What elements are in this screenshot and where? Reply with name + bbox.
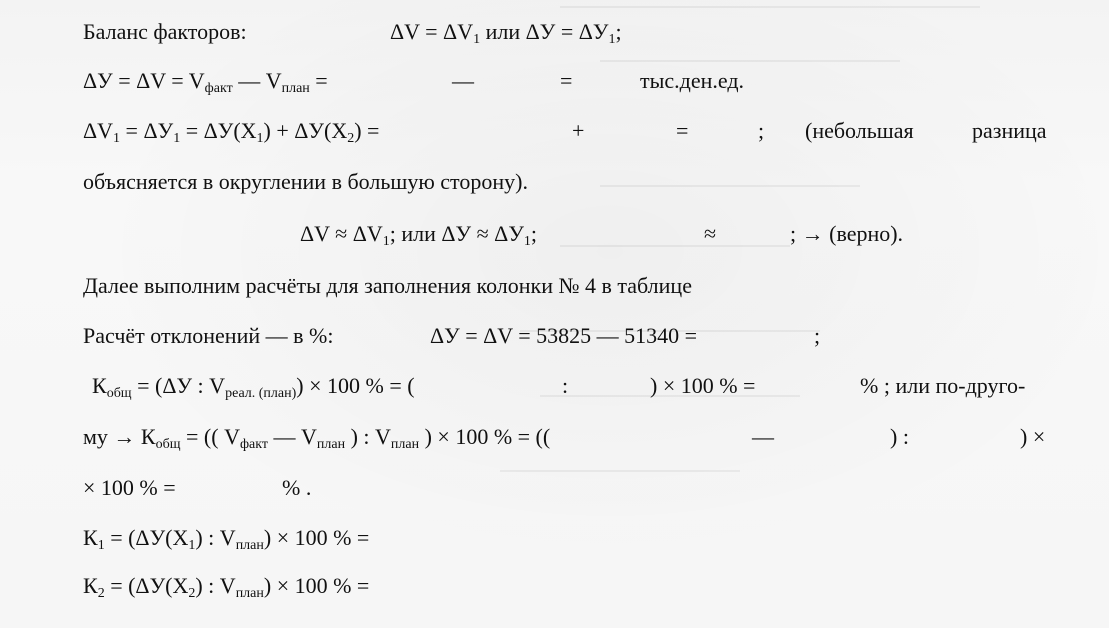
approx-sign: ≈ xyxy=(704,221,717,246)
colon-sign: : xyxy=(562,373,569,398)
factor-balance-label: Баланс факторов: xyxy=(83,19,247,44)
deviation-formula: ΔУ = ΔV = 53825 — 51340 = xyxy=(430,323,698,348)
minus-sign: — xyxy=(452,68,474,93)
equals-sign: = xyxy=(560,68,573,93)
rounding-note: объясняется в округлении в большую сторону). xyxy=(83,169,528,194)
k-total-end: % ; или по-друго- xyxy=(860,373,1026,398)
unit-label: тыс.ден.ед. xyxy=(640,68,745,93)
scan-artifact xyxy=(560,6,980,8)
plus-sign: + xyxy=(572,118,585,143)
semicolon: ; xyxy=(758,118,765,143)
delta-y-formula: ΔУ = ΔV = Vфакт — Vплан = xyxy=(83,68,328,96)
deviation-label: Расчёт отклонений — в %: xyxy=(83,323,334,348)
semicolon: ; xyxy=(814,323,821,348)
k-total-formula: Кобщ = (ΔУ : Vреал. (план)) × 100 % = ( xyxy=(92,373,415,401)
note-word: разница xyxy=(972,118,1047,143)
times-sign: ) × xyxy=(1020,424,1046,449)
k2-formula: К2 = (ΔУ(Х2) : Vплан) × 100 % = xyxy=(83,573,370,601)
approx-formula: ΔV ≈ ΔV1; или ΔУ ≈ ΔУ1; xyxy=(300,221,538,249)
k1-formula: К1 = (ΔУ(Х1) : Vплан) × 100 % = xyxy=(83,525,370,553)
correct-note: ; → (верно). xyxy=(790,221,904,246)
k-total-result-b: % . xyxy=(282,475,312,500)
colon-sign: ) : xyxy=(890,424,909,449)
scan-artifact xyxy=(560,245,790,247)
k-total-alt-formula: му → Кобщ = (( Vфакт — Vплан ) : Vплан ) × 100 % = (( xyxy=(83,424,551,452)
equals-sign: = xyxy=(676,118,689,143)
k-total-mid: ) × 100 % = xyxy=(650,373,756,398)
minus-sign: — xyxy=(752,424,774,449)
factor-balance-formula: ΔV = ΔV1 или ΔУ = ΔУ1; xyxy=(390,19,622,47)
scan-artifact xyxy=(500,470,740,472)
scan-artifact xyxy=(600,185,860,187)
next-step-text: Далее выполним расчёты для заполнения колонки № 4 в таблице xyxy=(83,273,692,298)
delta-v1-formula: ΔV1 = ΔУ1 = ΔУ(Х1) + ΔУ(Х2) = xyxy=(83,118,380,146)
scan-artifact xyxy=(600,60,900,62)
k-total-result-a: × 100 % = xyxy=(83,475,176,500)
note-word: (небольшая xyxy=(805,118,914,143)
